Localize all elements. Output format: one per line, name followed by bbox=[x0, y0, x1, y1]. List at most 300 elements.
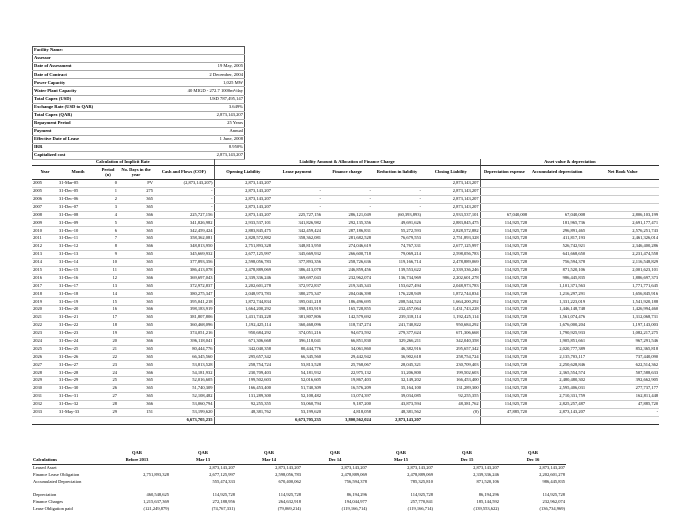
table-cell: 345,669,932 bbox=[272, 251, 322, 259]
info-value: Annual bbox=[229, 128, 243, 134]
table-cell: 295,657,342 bbox=[422, 345, 480, 353]
quarterly-cell: 185,144,592 bbox=[476, 498, 499, 504]
quarterly-cell: 2,202,601,278 bbox=[539, 471, 565, 477]
table-cell: 181,965,736 bbox=[528, 219, 586, 227]
table-cell: 292,135,356 bbox=[322, 219, 372, 227]
column-header: Lease payment bbox=[272, 166, 322, 180]
total-cell bbox=[422, 416, 480, 424]
table-cell: 2,231,474,558 bbox=[586, 251, 659, 259]
table-cell: 365 bbox=[118, 235, 154, 243]
table-cell: 166,453,400 bbox=[214, 385, 272, 393]
table-cell: 2,478,889,069 bbox=[214, 266, 272, 274]
quarterly-cell: Finance Lease Obligation bbox=[33, 471, 80, 477]
table-row bbox=[32, 180, 659, 188]
quarterly-cell: 2,751,893,328 bbox=[143, 471, 169, 477]
info-row bbox=[33, 87, 245, 95]
table-cell: 348,813,950 bbox=[154, 243, 214, 251]
info-row bbox=[33, 119, 245, 127]
table-cell: 153,627,494 bbox=[372, 282, 422, 290]
info-value: 2 December, 2004 bbox=[209, 71, 243, 77]
table-cell: 2012 bbox=[32, 243, 58, 251]
table-cell: 31-Dec-09 bbox=[58, 219, 98, 227]
table-cell: 398,183,919 bbox=[272, 306, 322, 314]
table-cell: 31-Dec-31 bbox=[58, 393, 98, 401]
quarterly-cell: 2,598,056,783 bbox=[275, 471, 301, 477]
table-cell: 43,873,594 bbox=[372, 400, 422, 408]
table-cell: 348,813,950 bbox=[272, 243, 322, 251]
table-cell: 31-Dec-07 bbox=[58, 203, 98, 211]
info-label: IRR bbox=[34, 144, 43, 150]
table-cell: 2,825,257,487 bbox=[528, 400, 586, 408]
table-cell: 52,108,482 bbox=[154, 393, 214, 401]
table-cell: 2031 bbox=[32, 393, 58, 401]
quarterly-cell: 257,770,841 bbox=[410, 498, 433, 504]
blank-header bbox=[32, 450, 104, 457]
table-cell: 2,883,845,475 bbox=[214, 227, 272, 235]
table-cell: 372,972,837 bbox=[272, 282, 322, 290]
table-cell: 2,346,400,286 bbox=[586, 243, 659, 251]
table-cell: 29 bbox=[98, 408, 118, 416]
table-cell: 2,873,143,207 bbox=[214, 211, 272, 219]
table-cell: 114,925,728 bbox=[480, 251, 528, 259]
table-cell: 52,016,605 bbox=[272, 377, 322, 385]
quarterly-cell: 2,873,143,207 bbox=[209, 465, 235, 471]
quarterly-cell: 670,400,062 bbox=[278, 478, 301, 484]
table-cell: 2028 bbox=[32, 369, 58, 377]
table-cell: 2006 bbox=[32, 195, 58, 203]
info-value: 19 May, 2005 bbox=[217, 63, 243, 69]
table-cell: 219,345,343 bbox=[322, 282, 372, 290]
table-cell: 67,040,008 bbox=[528, 211, 586, 219]
quarterly-cell: 460,548,625 bbox=[146, 491, 169, 497]
total-cell bbox=[480, 416, 528, 424]
table-cell: 114,925,728 bbox=[480, 369, 528, 377]
table-cell: - bbox=[322, 187, 372, 195]
table-cell: 365 bbox=[118, 329, 154, 337]
table-cell: 92,255,355 bbox=[214, 400, 272, 408]
group-calc-header: Calculation of Implicit Rate bbox=[32, 159, 214, 166]
table-cell: 3 bbox=[98, 203, 118, 211]
table-cell: 622,514,362 bbox=[586, 361, 659, 369]
table-cell: 55,272,593 bbox=[372, 227, 422, 235]
quarterly-cell: 232,962,074 bbox=[542, 498, 565, 504]
table-cell: 31-Dec-32 bbox=[58, 400, 98, 408]
table-row bbox=[32, 377, 659, 385]
table-cell: 365 bbox=[118, 298, 154, 306]
table-cell bbox=[480, 187, 528, 195]
table-cell: 365 bbox=[118, 377, 154, 385]
table-cell: 2023 bbox=[32, 329, 58, 337]
table-cell: 53,813,528 bbox=[154, 361, 214, 369]
table-cell: 54,181,932 bbox=[272, 369, 322, 377]
column-header: Period (n) bbox=[98, 166, 118, 180]
table-cell: - bbox=[322, 203, 372, 211]
table-cell: 258,726,636 bbox=[322, 258, 372, 266]
table-cell: 1,431,743,228 bbox=[214, 314, 272, 322]
table-row bbox=[32, 306, 659, 314]
table-cell: 230,709,403 bbox=[214, 369, 272, 377]
quarterly-cell: (136,734,969) bbox=[539, 505, 565, 511]
table-cell: 114,925,728 bbox=[480, 266, 528, 274]
table-cell: 377,893,356 bbox=[154, 258, 214, 266]
info-label: Exchange Rate (USD to QAR) bbox=[34, 103, 94, 109]
table-cell: 380,275,347 bbox=[272, 290, 322, 298]
table-cell: 258,754,724 bbox=[214, 361, 272, 369]
table-cell: 8 bbox=[98, 243, 118, 251]
table-cell: 51,740,309 bbox=[272, 385, 322, 393]
table-cell: - bbox=[372, 187, 422, 195]
table-cell: 2019 bbox=[32, 298, 58, 306]
table-cell: 398,183,919 bbox=[154, 306, 214, 314]
info-label: Repayment Period bbox=[34, 120, 71, 126]
quarterly-cell: 272,188,956 bbox=[212, 498, 235, 504]
quarterly-cell: 114,925,728 bbox=[542, 491, 565, 497]
table-cell: 365 bbox=[118, 290, 154, 298]
table-cell: 380,275,347 bbox=[154, 290, 214, 298]
table-cell: 23 bbox=[98, 361, 118, 369]
table-cell: 342,040,358 bbox=[422, 337, 480, 345]
table-cell: 31-Dec-21 bbox=[58, 314, 98, 322]
table-cell: 10 bbox=[98, 258, 118, 266]
table-cell: 2030 bbox=[32, 385, 58, 393]
table-cell: 31-Dec-06 bbox=[58, 195, 98, 203]
table-cell: 1,446,148,748 bbox=[528, 306, 586, 314]
info-label: Assessor bbox=[34, 55, 51, 61]
quarterly-cell: (139,553,622) bbox=[473, 505, 499, 511]
table-cell: 2,710,331,759 bbox=[528, 393, 586, 401]
quarterly-cell: 114,925,728 bbox=[212, 491, 235, 497]
quarterly-cell: 2,478,889,069 bbox=[341, 471, 367, 477]
table-cell: 2,116,548,829 bbox=[586, 258, 659, 266]
info-label: Total Capex (QAR) bbox=[34, 112, 73, 117]
table-cell: 526,742,921 bbox=[528, 243, 586, 251]
table-cell: 74,767,331 bbox=[372, 243, 422, 251]
quarterly-cell: (119,166,714) bbox=[341, 505, 367, 511]
table-cell: 118,747,274 bbox=[322, 322, 372, 330]
table-cell: 31-Dec-13 bbox=[58, 251, 98, 259]
table-cell: 1,541,920,188 bbox=[586, 298, 659, 306]
table-cell: 114,925,728 bbox=[480, 329, 528, 337]
table-cell: 29,442,942 bbox=[322, 353, 372, 361]
table-cell: 2025 bbox=[32, 345, 58, 353]
table-cell: 2,806,103,199 bbox=[586, 211, 659, 219]
table-cell: 114,925,728 bbox=[480, 282, 528, 290]
table-cell: 2,828,572,882 bbox=[214, 235, 272, 243]
table-cell: 2,873,143,207 bbox=[214, 203, 272, 211]
table-cell: 329,266,211 bbox=[372, 337, 422, 345]
quarterly-cell: Accumulated Depreciation bbox=[33, 478, 82, 484]
table-cell: 6 bbox=[98, 227, 118, 235]
info-row bbox=[33, 79, 245, 87]
table-cell: 142,579,692 bbox=[322, 314, 372, 322]
quarter-header: Dec 14 bbox=[302, 457, 368, 464]
column-header: No. Days in the year bbox=[118, 166, 154, 180]
table-row bbox=[32, 345, 659, 353]
table-cell: 31-Dec-05 bbox=[58, 187, 98, 195]
table-cell: 53,060,794 bbox=[154, 400, 214, 408]
table-cell: 2,873,143,207 bbox=[422, 187, 480, 195]
table-cell: - bbox=[154, 203, 214, 211]
column-header: Closing Liability bbox=[422, 166, 480, 180]
info-value: USD 787,495,147 bbox=[209, 95, 243, 101]
table-cell: 2,202,601,278 bbox=[214, 282, 272, 290]
table-cell: 5 bbox=[98, 219, 118, 227]
table-cell: 2027 bbox=[32, 361, 58, 369]
table-cell: 2,339,336,246 bbox=[422, 266, 480, 274]
quarterly-row bbox=[32, 492, 566, 499]
table-cell: 114,925,728 bbox=[480, 400, 528, 408]
table-row bbox=[32, 187, 659, 195]
table-row bbox=[32, 266, 659, 274]
table-cell: 31-Dec-15 bbox=[58, 266, 98, 274]
table-cell: 2,135,703,117 bbox=[528, 353, 586, 361]
table-cell: 1,192,425,114 bbox=[214, 322, 272, 330]
total-cell: 6,673,705,235 bbox=[272, 416, 322, 424]
table-cell: 2,598,056,783 bbox=[422, 251, 480, 259]
table-cell: 671,306,668 bbox=[214, 337, 272, 345]
table-cell bbox=[586, 180, 659, 188]
table-cell bbox=[528, 187, 586, 195]
table-cell: 31,206,800 bbox=[372, 369, 422, 377]
table-cell: 287,186,831 bbox=[322, 227, 372, 235]
table-cell: 266,600,718 bbox=[322, 251, 372, 259]
table-cell: 11 bbox=[98, 266, 118, 274]
table-cell: 31-Dec-16 bbox=[58, 274, 98, 282]
quarterly-currency-row bbox=[32, 450, 566, 457]
table-cell: 2,873,143,207 bbox=[422, 180, 480, 188]
table-cell: 2,001,623,101 bbox=[586, 266, 659, 274]
table-cell: 31-Mar-05 bbox=[58, 180, 98, 188]
table-row bbox=[32, 353, 659, 361]
total-cell bbox=[118, 416, 154, 424]
info-label: Capitalized cost bbox=[34, 152, 66, 158]
table-cell: 365 bbox=[118, 266, 154, 274]
table-cell: 366 bbox=[118, 369, 154, 377]
quarterly-row bbox=[32, 472, 566, 479]
table-cell: 2,478,889,069 bbox=[422, 258, 480, 266]
table-cell: 2011 bbox=[32, 235, 58, 243]
table-cell bbox=[586, 203, 659, 211]
info-label: Effective Date of Lease bbox=[34, 136, 80, 142]
column-header: Month bbox=[58, 166, 98, 180]
table-cell bbox=[372, 180, 422, 188]
table-cell: PV bbox=[118, 180, 154, 188]
table-cell bbox=[586, 187, 659, 195]
quarterly-cell: 1,215,637,369 bbox=[143, 498, 169, 504]
table-cell: 66,851,830 bbox=[322, 337, 372, 345]
table-cell: 162,811,448 bbox=[586, 393, 659, 401]
table-cell: 18 bbox=[98, 322, 118, 330]
table-cell: 52,016,605 bbox=[154, 377, 214, 385]
table-cell: 28 bbox=[98, 400, 118, 408]
table-cell bbox=[528, 195, 586, 203]
quarter-header: Mar 13 bbox=[170, 457, 236, 464]
table-cell: 365 bbox=[118, 385, 154, 393]
quarterly-row bbox=[32, 498, 566, 505]
table-cell: 365 bbox=[118, 258, 154, 266]
table-row bbox=[32, 400, 659, 408]
table-cell: 225,727,156 bbox=[272, 211, 322, 219]
table-cell: 360,468,096 bbox=[272, 322, 322, 330]
table-cell: 31-Dec-20 bbox=[58, 306, 98, 314]
table-cell: 365 bbox=[118, 345, 154, 353]
table-cell: 31-Dec-11 bbox=[58, 235, 98, 243]
table-cell: 258,754,724 bbox=[422, 353, 480, 361]
quarterly-cell bbox=[104, 464, 170, 471]
table-cell: 31-Dec-19 bbox=[58, 298, 98, 306]
table-cell: 241,740,822 bbox=[372, 322, 422, 330]
column-header: Opening Liability bbox=[214, 166, 272, 180]
table-row bbox=[32, 195, 659, 203]
table-cell: 2,048,973,783 bbox=[214, 290, 272, 298]
table-cell: 2005 bbox=[32, 180, 58, 188]
table-cell: 2,751,893,328 bbox=[214, 243, 272, 251]
table-row bbox=[32, 290, 659, 298]
quarterly-cell: (79,069,214) bbox=[277, 505, 301, 511]
table-cell: 31-Dec-18 bbox=[58, 290, 98, 298]
table-cell: 139,553,622 bbox=[372, 266, 422, 274]
info-value: 1,025 MW bbox=[223, 79, 243, 85]
table-cell: 13,074,397 bbox=[322, 393, 372, 401]
currency-label: QAR bbox=[264, 450, 274, 456]
table-cell: 374,051,216 bbox=[272, 329, 322, 337]
info-row bbox=[33, 95, 245, 103]
totals-row bbox=[32, 416, 659, 424]
quarterly-cell: 114,925,728 bbox=[410, 491, 433, 497]
quarterly-cell: 785,325,810 bbox=[410, 478, 433, 484]
table-row bbox=[32, 361, 659, 369]
table-row bbox=[32, 369, 659, 377]
table-cell: 36,902,618 bbox=[372, 353, 422, 361]
table-cell: 0 bbox=[98, 180, 118, 188]
table-row bbox=[32, 235, 659, 243]
table-cell: 47,885,720 bbox=[480, 408, 528, 416]
table-cell: 31-Dec-25 bbox=[58, 345, 98, 353]
table-cell: 286,121,049 bbox=[322, 211, 372, 219]
table-row bbox=[32, 337, 659, 345]
table-cell: 25 bbox=[98, 377, 118, 385]
table-cell: 19 bbox=[98, 329, 118, 337]
table-cell: 1,905,851,661 bbox=[528, 337, 586, 345]
table-cell: 199,502,603 bbox=[422, 369, 480, 377]
info-value bbox=[131, 47, 245, 55]
table-cell: 114,925,728 bbox=[480, 361, 528, 369]
table-cell: 66,345,560 bbox=[272, 353, 322, 361]
table-cell: 1,872,744,834 bbox=[422, 290, 480, 298]
column-header: Year bbox=[32, 166, 58, 180]
table-row bbox=[32, 385, 659, 393]
table-cell: 1,082,217,275 bbox=[586, 329, 659, 337]
table-cell: 114,925,728 bbox=[480, 290, 528, 298]
table-row bbox=[32, 211, 659, 219]
currency-label: QAR bbox=[528, 450, 538, 456]
quarterly-cell: 194,044,977 bbox=[344, 498, 367, 504]
table-cell: 35,164,100 bbox=[372, 385, 422, 393]
table-cell: 94,673,592 bbox=[322, 329, 372, 337]
table-cell bbox=[528, 180, 586, 188]
table-cell: 2,873,143,207 bbox=[528, 408, 586, 416]
table-cell: 232,457,064 bbox=[372, 306, 422, 314]
table-row bbox=[32, 258, 659, 266]
quarterly-cell: (119,166,714) bbox=[407, 505, 433, 511]
quarter-header: Mar 14 bbox=[236, 457, 302, 464]
table-cell: 277,737,177 bbox=[586, 385, 659, 393]
quarterly-cell: Lease Obligation paid bbox=[33, 505, 73, 511]
table-cell: 92,255,355 bbox=[422, 393, 480, 401]
table-cell bbox=[322, 180, 372, 188]
quarterly-cell: 2,873,143,207 bbox=[407, 465, 433, 471]
table-cell: 114,925,728 bbox=[480, 377, 528, 385]
table-cell: 342,040,358 bbox=[214, 345, 272, 353]
quarterly-cell: (121,249,879) bbox=[143, 505, 169, 511]
total-cell bbox=[214, 416, 272, 424]
table-cell: 1,312,068,731 bbox=[586, 314, 659, 322]
quarterly-cell: 756,594,378 bbox=[344, 478, 367, 484]
table-cell: 279,377,624 bbox=[372, 329, 422, 337]
table-cell: 31-Dec-27 bbox=[58, 361, 98, 369]
total-cell bbox=[32, 416, 58, 424]
table-cell: 341,826,982 bbox=[272, 219, 322, 227]
lease-schedule-table bbox=[32, 159, 659, 425]
table-cell: - bbox=[322, 195, 372, 203]
table-cell: 31-Dec-26 bbox=[58, 353, 98, 361]
table-cell: 365 bbox=[118, 251, 154, 259]
table-cell: 737,440,090 bbox=[586, 353, 659, 361]
column-header: Reduction in liability bbox=[372, 166, 422, 180]
table-cell: 1,561,074,476 bbox=[528, 314, 586, 322]
group-asset-header: Asset value & depreciation bbox=[480, 159, 659, 166]
quarterly-row bbox=[32, 479, 566, 486]
table-cell: 31-Dec-28 bbox=[58, 369, 98, 377]
table-cell: 246,859,456 bbox=[322, 266, 372, 274]
info-label: Payment bbox=[34, 128, 52, 134]
table-cell: 2,461,326,014 bbox=[586, 235, 659, 243]
total-cell: 3,800,562,024 bbox=[322, 416, 372, 424]
currency-label: QAR bbox=[330, 450, 340, 456]
info-value: 2,873,143,207 bbox=[216, 112, 243, 117]
facility-info-table bbox=[32, 46, 245, 160]
table-cell: 365 bbox=[118, 353, 154, 361]
table-row bbox=[32, 322, 659, 330]
info-label: Date of Contract bbox=[34, 71, 67, 77]
quarter-header: Dec 15 bbox=[434, 457, 500, 464]
table-cell: 2,480,480,302 bbox=[528, 377, 586, 385]
table-cell: 2009 bbox=[32, 219, 58, 227]
total-cell bbox=[58, 416, 98, 424]
table-cell: 47,885,720 bbox=[586, 400, 659, 408]
info-label: Power Capacity bbox=[34, 79, 66, 85]
table-cell: 366 bbox=[118, 306, 154, 314]
table-cell: 2021 bbox=[32, 314, 58, 322]
table-cell: 1,101,371,563 bbox=[528, 282, 586, 290]
table-cell: 31-Dec-22 bbox=[58, 322, 98, 330]
table-cell: 1,771,771,645 bbox=[586, 282, 659, 290]
table-cell: 950,684,292 bbox=[422, 322, 480, 330]
table-cell: 392,662,905 bbox=[586, 377, 659, 385]
table-cell: 53,199,620 bbox=[154, 408, 214, 416]
info-label: Facility Name: bbox=[34, 47, 63, 53]
table-cell: 4 bbox=[98, 211, 118, 219]
quarterly-cell: 2,873,143,207 bbox=[539, 465, 565, 471]
table-cell: 22 bbox=[98, 353, 118, 361]
table-cell: 31-Dec-12 bbox=[58, 243, 98, 251]
table-cell: 1,331,223,019 bbox=[528, 298, 586, 306]
table-cell: 2026 bbox=[32, 353, 58, 361]
table-cell: 366 bbox=[118, 243, 154, 251]
table-cell: 31-Dec-10 bbox=[58, 227, 98, 235]
table-cell bbox=[480, 180, 528, 188]
table-cell: 13 bbox=[98, 282, 118, 290]
